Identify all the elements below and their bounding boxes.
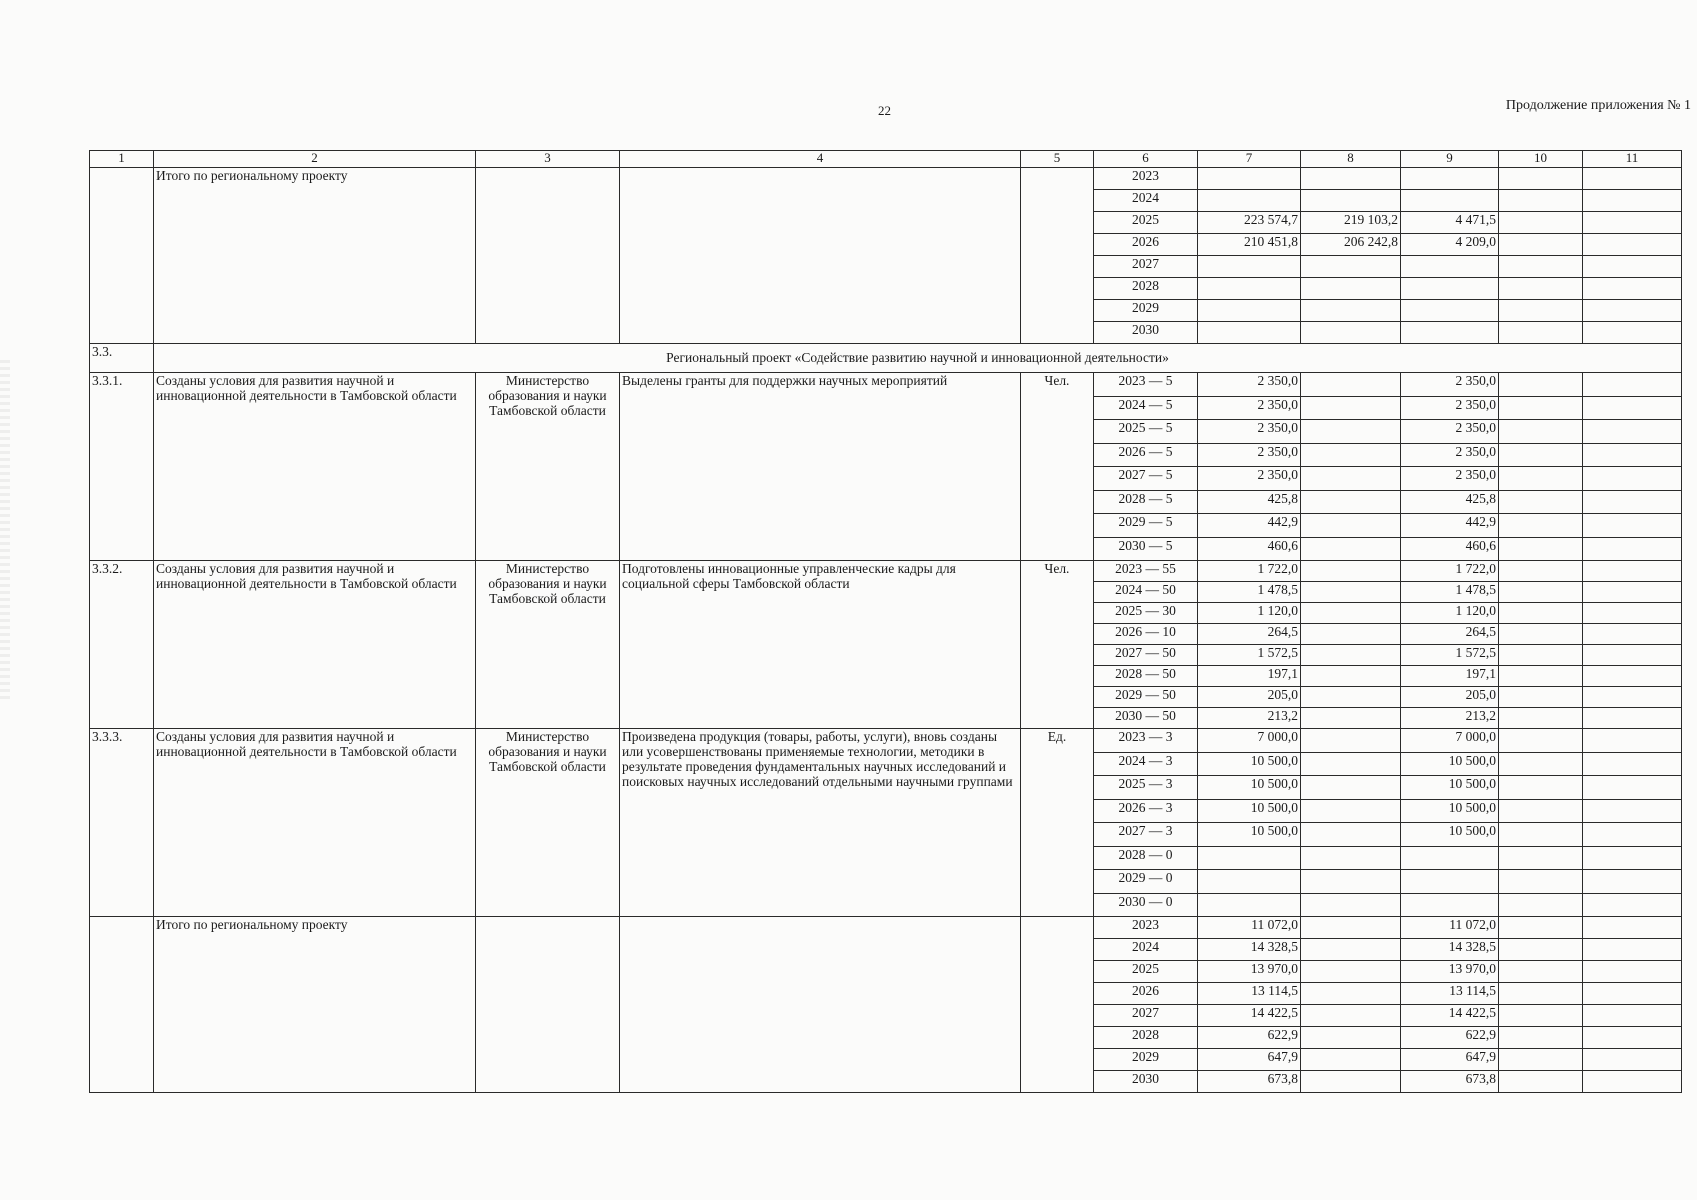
amount-regional: 213,2 xyxy=(1401,708,1499,729)
year-cell: 2026 — 5 xyxy=(1094,443,1198,467)
empty-cell xyxy=(1583,687,1682,708)
column-number: 8 xyxy=(1301,151,1401,168)
empty-cell xyxy=(1499,624,1583,645)
empty-cell xyxy=(1499,939,1583,961)
empty-cell xyxy=(1583,537,1682,561)
section-row xyxy=(90,344,1682,373)
amount-regional: 442,9 xyxy=(1401,514,1499,538)
empty-cell xyxy=(1301,776,1401,800)
column-number: 3 xyxy=(476,151,620,168)
year-cell: 2030 xyxy=(1094,322,1198,344)
empty-cell xyxy=(1499,603,1583,624)
amount-total: 14 328,5 xyxy=(1198,939,1301,961)
empty-cell xyxy=(1499,322,1583,344)
total-row xyxy=(90,917,1682,939)
empty-cell xyxy=(1583,168,1682,190)
year-cell: 2028 — 5 xyxy=(1094,490,1198,514)
empty-cell xyxy=(1301,799,1401,823)
year-cell: 2027 xyxy=(1094,1005,1198,1027)
amount-regional: 647,9 xyxy=(1401,1049,1499,1071)
amount-regional: 1 478,5 xyxy=(1401,582,1499,603)
amount-total: 205,0 xyxy=(1198,687,1301,708)
amount-total: 10 500,0 xyxy=(1198,823,1301,847)
empty-cell xyxy=(1499,396,1583,420)
year-cell: 2029 xyxy=(1094,300,1198,322)
empty-cell xyxy=(1499,561,1583,582)
empty-cell xyxy=(1499,645,1583,666)
amount-total: 10 500,0 xyxy=(1198,776,1301,800)
amount-federal xyxy=(1301,300,1401,322)
empty-cell xyxy=(1583,420,1682,444)
table-row xyxy=(90,373,1682,397)
amount-regional xyxy=(1401,322,1499,344)
scan-edge-artifact xyxy=(0,360,10,700)
empty-cell xyxy=(1583,1005,1682,1027)
year-cell: 2024 xyxy=(1094,939,1198,961)
amount-regional: 205,0 xyxy=(1401,687,1499,708)
amount-total: 2 350,0 xyxy=(1198,396,1301,420)
empty-cell xyxy=(1583,561,1682,582)
column-number: 5 xyxy=(1021,151,1094,168)
empty-cell xyxy=(1301,823,1401,847)
amount-regional: 460,6 xyxy=(1401,537,1499,561)
year-cell: 2026 xyxy=(1094,983,1198,1005)
year-cell: 2023 — 3 xyxy=(1094,729,1198,753)
empty-cell xyxy=(1499,490,1583,514)
empty-cell xyxy=(1499,1071,1583,1093)
column-number: 6 xyxy=(1094,151,1198,168)
empty-cell xyxy=(476,168,620,344)
empty-cell xyxy=(1301,917,1401,939)
amount-regional xyxy=(1401,300,1499,322)
empty-cell xyxy=(1301,870,1401,894)
amount-federal xyxy=(1301,168,1401,190)
column-number: 11 xyxy=(1583,151,1682,168)
empty-cell xyxy=(1301,490,1401,514)
amount-regional: 2 350,0 xyxy=(1401,373,1499,397)
empty-cell xyxy=(1301,514,1401,538)
empty-cell xyxy=(1301,537,1401,561)
amount-total xyxy=(1198,256,1301,278)
amount-regional: 197,1 xyxy=(1401,666,1499,687)
year-cell: 2024 — 50 xyxy=(1094,582,1198,603)
amount-total: 10 500,0 xyxy=(1198,799,1301,823)
amount-federal: 219 103,2 xyxy=(1301,212,1401,234)
empty-cell xyxy=(1499,443,1583,467)
appendix-table xyxy=(89,150,1682,1093)
amount-total: 210 451,8 xyxy=(1198,234,1301,256)
amount-total: 7 000,0 xyxy=(1198,729,1301,753)
year-cell: 2026 — 10 xyxy=(1094,624,1198,645)
amount-total: 2 350,0 xyxy=(1198,373,1301,397)
amount-total: 1 722,0 xyxy=(1198,561,1301,582)
amount-regional: 2 350,0 xyxy=(1401,443,1499,467)
year-cell: 2030 — 0 xyxy=(1094,893,1198,917)
year-cell: 2023 xyxy=(1094,917,1198,939)
amount-total: 2 350,0 xyxy=(1198,467,1301,491)
empty-cell xyxy=(1583,776,1682,800)
empty-cell xyxy=(1301,729,1401,753)
year-cell: 2024 — 5 xyxy=(1094,396,1198,420)
empty-cell xyxy=(1301,561,1401,582)
empty-cell xyxy=(1301,708,1401,729)
empty-cell xyxy=(1499,373,1583,397)
amount-regional xyxy=(1401,168,1499,190)
amount-regional: 4 209,0 xyxy=(1401,234,1499,256)
year-cell: 2024 — 3 xyxy=(1094,752,1198,776)
item-result: Произведена продукция (товары, работы, услуги), вновь созданы или усовершенствованы применяемые технологии, методики в результате проведения фундаментальных научных исследований и поисковых научных исследований отдельными научными группами xyxy=(620,729,1021,917)
empty-cell xyxy=(1499,1049,1583,1071)
amount-total: 14 422,5 xyxy=(1198,1005,1301,1027)
amount-total: 1 478,5 xyxy=(1198,582,1301,603)
amount-total: 460,6 xyxy=(1198,537,1301,561)
year-cell: 2025 — 3 xyxy=(1094,776,1198,800)
amount-regional: 13 114,5 xyxy=(1401,983,1499,1005)
empty-cell xyxy=(1583,729,1682,753)
amount-regional: 4 471,5 xyxy=(1401,212,1499,234)
item-executor: Министерство образования и науки Тамбовской области xyxy=(476,729,620,917)
item-result: Выделены гранты для поддержки научных мероприятий xyxy=(620,373,1021,561)
year-cell: 2023 — 55 xyxy=(1094,561,1198,582)
empty-cell xyxy=(1583,373,1682,397)
amount-total: 425,8 xyxy=(1198,490,1301,514)
amount-total xyxy=(1198,168,1301,190)
empty-cell xyxy=(1301,1005,1401,1027)
amount-regional: 10 500,0 xyxy=(1401,823,1499,847)
empty-cell xyxy=(1583,212,1682,234)
empty-cell xyxy=(1301,687,1401,708)
column-number: 10 xyxy=(1499,151,1583,168)
empty-cell xyxy=(1583,645,1682,666)
amount-federal: 206 242,8 xyxy=(1301,234,1401,256)
amount-total: 2 350,0 xyxy=(1198,420,1301,444)
amount-regional xyxy=(1401,893,1499,917)
empty-cell xyxy=(1583,514,1682,538)
section-number: 3.3. xyxy=(90,344,154,373)
empty-cell xyxy=(1499,300,1583,322)
empty-cell xyxy=(1583,490,1682,514)
empty-cell xyxy=(1499,168,1583,190)
year-cell: 2029 — 5 xyxy=(1094,514,1198,538)
amount-regional: 1 120,0 xyxy=(1401,603,1499,624)
amount-regional: 10 500,0 xyxy=(1401,799,1499,823)
empty-cell xyxy=(1301,373,1401,397)
year-cell: 2027 xyxy=(1094,256,1198,278)
empty-cell xyxy=(1583,893,1682,917)
empty-cell xyxy=(1301,666,1401,687)
empty-cell xyxy=(1583,467,1682,491)
continuation-note: Продолжение приложения № 1 xyxy=(1505,98,1691,113)
item-task: Созданы условия для развития научной и инновационной деятельности в Тамбовской области xyxy=(154,373,476,561)
section-title: Региональный проект «Содействие развитию научной и инновационной деятельности» xyxy=(154,344,1682,373)
empty-cell xyxy=(1499,729,1583,753)
amount-regional: 7 000,0 xyxy=(1401,729,1499,753)
total-label: Итого по региональному проекту xyxy=(154,917,476,1093)
amount-regional: 13 970,0 xyxy=(1401,961,1499,983)
amount-total: 13 970,0 xyxy=(1198,961,1301,983)
year-cell: 2025 — 30 xyxy=(1094,603,1198,624)
empty-cell xyxy=(1301,846,1401,870)
amount-regional: 11 072,0 xyxy=(1401,917,1499,939)
empty-cell xyxy=(1499,234,1583,256)
empty-cell xyxy=(1499,776,1583,800)
empty-cell xyxy=(1301,961,1401,983)
amount-total: 10 500,0 xyxy=(1198,752,1301,776)
empty-cell xyxy=(1301,420,1401,444)
empty-cell xyxy=(1499,582,1583,603)
amount-federal xyxy=(1301,278,1401,300)
empty-cell xyxy=(1301,1049,1401,1071)
empty-cell xyxy=(1301,443,1401,467)
amount-total: 197,1 xyxy=(1198,666,1301,687)
empty-cell xyxy=(1301,983,1401,1005)
empty-cell xyxy=(1499,420,1583,444)
empty-cell xyxy=(1499,870,1583,894)
amount-regional: 14 422,5 xyxy=(1401,1005,1499,1027)
column-number: 4 xyxy=(620,151,1021,168)
empty-cell xyxy=(1301,645,1401,666)
amount-total: 622,9 xyxy=(1198,1027,1301,1049)
empty-cell xyxy=(1499,917,1583,939)
empty-cell xyxy=(1583,1027,1682,1049)
empty-cell xyxy=(1499,278,1583,300)
amount-total: 647,9 xyxy=(1198,1049,1301,1071)
item-number: 3.3.1. xyxy=(90,373,154,561)
empty-cell xyxy=(90,917,154,1093)
amount-regional: 1 722,0 xyxy=(1401,561,1499,582)
year-cell: 2029 xyxy=(1094,1049,1198,1071)
amount-regional: 673,8 xyxy=(1401,1071,1499,1093)
amount-regional: 2 350,0 xyxy=(1401,467,1499,491)
total-row xyxy=(90,168,1682,190)
empty-cell xyxy=(476,917,620,1093)
year-cell: 2027 — 50 xyxy=(1094,645,1198,666)
empty-cell xyxy=(1499,666,1583,687)
item-unit: Чел. xyxy=(1021,561,1094,729)
year-cell: 2030 — 5 xyxy=(1094,537,1198,561)
table-row xyxy=(90,561,1682,582)
year-cell: 2026 — 3 xyxy=(1094,799,1198,823)
header-row xyxy=(90,151,1682,168)
empty-cell xyxy=(90,168,154,344)
empty-cell xyxy=(1301,1027,1401,1049)
empty-cell xyxy=(1301,893,1401,917)
year-cell: 2030 — 50 xyxy=(1094,708,1198,729)
empty-cell xyxy=(1499,708,1583,729)
amount-regional xyxy=(1401,190,1499,212)
empty-cell xyxy=(1583,983,1682,1005)
empty-cell xyxy=(1301,624,1401,645)
empty-cell xyxy=(1583,300,1682,322)
empty-cell xyxy=(1583,823,1682,847)
amount-regional: 1 572,5 xyxy=(1401,645,1499,666)
amount-federal xyxy=(1301,322,1401,344)
empty-cell xyxy=(1499,256,1583,278)
amount-regional: 2 350,0 xyxy=(1401,396,1499,420)
amount-total: 442,9 xyxy=(1198,514,1301,538)
empty-cell xyxy=(1583,190,1682,212)
empty-cell xyxy=(1301,939,1401,961)
year-cell: 2028 — 50 xyxy=(1094,666,1198,687)
amount-regional: 622,9 xyxy=(1401,1027,1499,1049)
amount-regional xyxy=(1401,870,1499,894)
amount-total: 223 574,7 xyxy=(1198,212,1301,234)
empty-cell xyxy=(1583,961,1682,983)
item-task: Созданы условия для развития научной и инновационной деятельности в Тамбовской области xyxy=(154,561,476,729)
year-cell: 2029 — 50 xyxy=(1094,687,1198,708)
empty-cell xyxy=(1583,322,1682,344)
empty-cell xyxy=(1301,752,1401,776)
empty-cell xyxy=(1301,603,1401,624)
empty-cell xyxy=(1583,396,1682,420)
amount-regional xyxy=(1401,278,1499,300)
column-number: 7 xyxy=(1198,151,1301,168)
empty-cell xyxy=(1301,467,1401,491)
year-cell: 2028 xyxy=(1094,278,1198,300)
empty-cell xyxy=(1499,190,1583,212)
empty-cell xyxy=(1499,514,1583,538)
amount-total: 264,5 xyxy=(1198,624,1301,645)
empty-cell xyxy=(1583,917,1682,939)
empty-cell xyxy=(1499,537,1583,561)
empty-cell xyxy=(1499,212,1583,234)
empty-cell xyxy=(1583,752,1682,776)
year-cell: 2026 xyxy=(1094,234,1198,256)
amount-total xyxy=(1198,190,1301,212)
amount-total: 673,8 xyxy=(1198,1071,1301,1093)
amount-total xyxy=(1198,870,1301,894)
empty-cell xyxy=(1583,603,1682,624)
amount-total xyxy=(1198,893,1301,917)
amount-regional: 2 350,0 xyxy=(1401,420,1499,444)
empty-cell xyxy=(1021,917,1094,1093)
empty-cell xyxy=(1499,752,1583,776)
year-cell: 2027 — 5 xyxy=(1094,467,1198,491)
amount-total: 1 572,5 xyxy=(1198,645,1301,666)
empty-cell xyxy=(1499,687,1583,708)
year-cell: 2025 — 5 xyxy=(1094,420,1198,444)
item-executor: Министерство образования и науки Тамбовской области xyxy=(476,373,620,561)
empty-cell xyxy=(1499,983,1583,1005)
amount-regional: 425,8 xyxy=(1401,490,1499,514)
item-unit: Ед. xyxy=(1021,729,1094,917)
amount-total: 1 120,0 xyxy=(1198,603,1301,624)
year-cell: 2030 xyxy=(1094,1071,1198,1093)
empty-cell xyxy=(1499,1027,1583,1049)
empty-cell xyxy=(1583,708,1682,729)
empty-cell xyxy=(1499,961,1583,983)
year-cell: 2029 — 0 xyxy=(1094,870,1198,894)
empty-cell xyxy=(1583,666,1682,687)
year-cell: 2024 xyxy=(1094,190,1198,212)
year-cell: 2023 — 5 xyxy=(1094,373,1198,397)
column-number: 1 xyxy=(90,151,154,168)
amount-total xyxy=(1198,846,1301,870)
amount-regional: 10 500,0 xyxy=(1401,752,1499,776)
empty-cell xyxy=(1301,582,1401,603)
empty-cell xyxy=(1583,443,1682,467)
amount-total: 11 072,0 xyxy=(1198,917,1301,939)
amount-regional xyxy=(1401,846,1499,870)
empty-cell xyxy=(1499,799,1583,823)
amount-total xyxy=(1198,300,1301,322)
empty-cell xyxy=(620,917,1021,1093)
empty-cell xyxy=(1583,870,1682,894)
item-task: Созданы условия для развития научной и инновационной деятельности в Тамбовской области xyxy=(154,729,476,917)
item-result: Подготовлены инновационные управленческие кадры для социальной сферы Тамбовской области xyxy=(620,561,1021,729)
amount-total xyxy=(1198,278,1301,300)
empty-cell xyxy=(620,168,1021,344)
empty-cell xyxy=(1583,256,1682,278)
empty-cell xyxy=(1499,1005,1583,1027)
year-cell: 2025 xyxy=(1094,961,1198,983)
year-cell: 2028 xyxy=(1094,1027,1198,1049)
table-body xyxy=(90,151,1682,1093)
amount-total: 213,2 xyxy=(1198,708,1301,729)
page-number: 22 xyxy=(878,103,891,118)
empty-cell xyxy=(1583,1049,1682,1071)
empty-cell xyxy=(1499,846,1583,870)
column-number: 2 xyxy=(154,151,476,168)
amount-total: 2 350,0 xyxy=(1198,443,1301,467)
amount-total xyxy=(1198,322,1301,344)
empty-cell xyxy=(1021,168,1094,344)
amount-regional: 264,5 xyxy=(1401,624,1499,645)
item-number: 3.3.3. xyxy=(90,729,154,917)
amount-total: 13 114,5 xyxy=(1198,983,1301,1005)
empty-cell xyxy=(1301,1071,1401,1093)
empty-cell xyxy=(1583,582,1682,603)
amount-regional: 10 500,0 xyxy=(1401,776,1499,800)
empty-cell xyxy=(1583,939,1682,961)
column-number: 9 xyxy=(1401,151,1499,168)
empty-cell xyxy=(1583,799,1682,823)
empty-cell xyxy=(1583,278,1682,300)
total-label: Итого по региональному проекту xyxy=(154,168,476,344)
item-unit: Чел. xyxy=(1021,373,1094,561)
amount-federal xyxy=(1301,190,1401,212)
item-executor: Министерство образования и науки Тамбовской области xyxy=(476,561,620,729)
year-cell: 2028 — 0 xyxy=(1094,846,1198,870)
item-number: 3.3.2. xyxy=(90,561,154,729)
year-cell: 2025 xyxy=(1094,212,1198,234)
amount-regional xyxy=(1401,256,1499,278)
empty-cell xyxy=(1583,846,1682,870)
empty-cell xyxy=(1583,234,1682,256)
empty-cell xyxy=(1499,893,1583,917)
empty-cell xyxy=(1583,1071,1682,1093)
year-cell: 2027 — 3 xyxy=(1094,823,1198,847)
year-cell: 2023 xyxy=(1094,168,1198,190)
empty-cell xyxy=(1301,396,1401,420)
amount-regional: 14 328,5 xyxy=(1401,939,1499,961)
empty-cell xyxy=(1499,823,1583,847)
empty-cell xyxy=(1499,467,1583,491)
amount-federal xyxy=(1301,256,1401,278)
table-row xyxy=(90,729,1682,753)
empty-cell xyxy=(1583,624,1682,645)
